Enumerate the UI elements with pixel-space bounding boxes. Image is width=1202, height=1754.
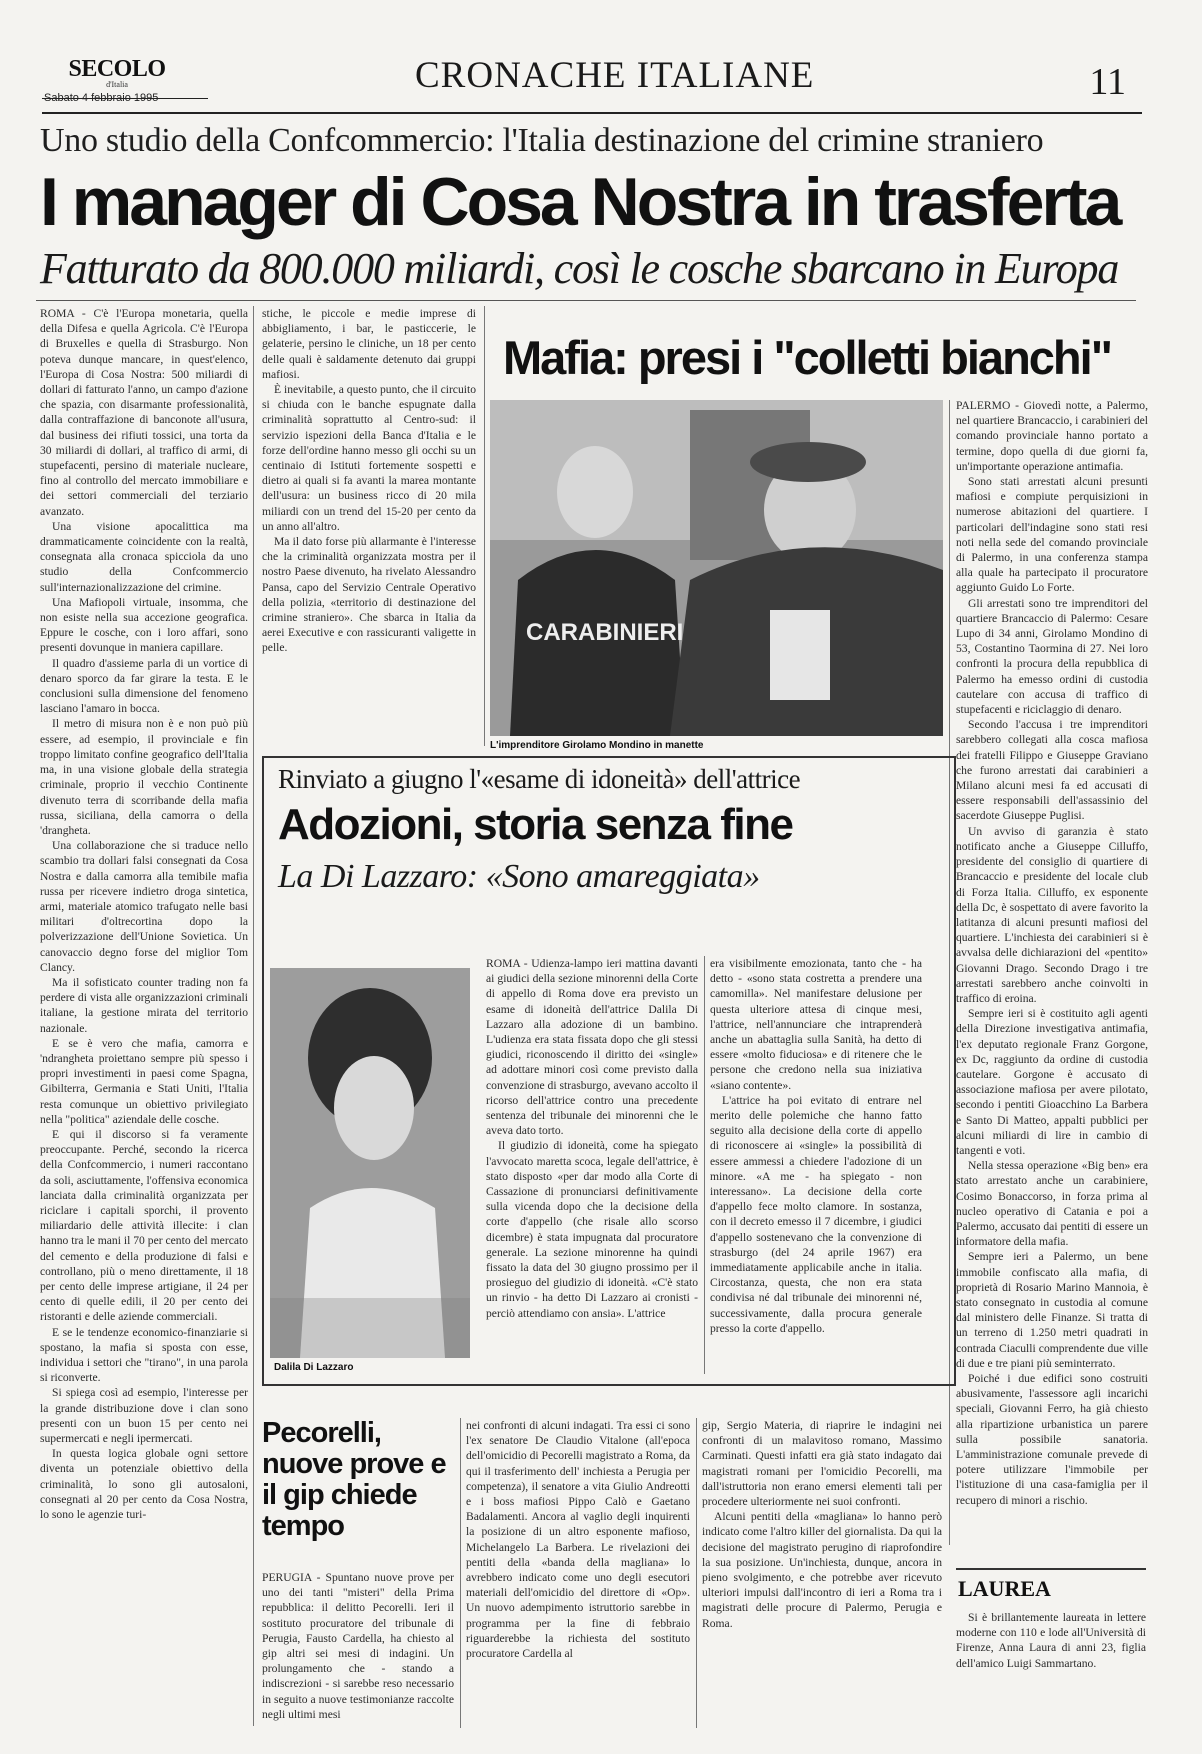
pecorelli-paragraph: Alcuni pentiti della «magliana» lo hanno però indicato come l'altro killer del giornalista. Da qui la decisione del magistrato perugino di riaprofondire la sua posizione. Un'inchiesta, dunque, ancora in pieno svolgimento, e che potrebbe aver ricevuto ulteriori impulsi dall'incontro di ieri a Roma tra i magistrati delle procure di Palermo, Perugia e Roma. (702, 1510, 942, 1630)
mafia-paragraph: Nella stessa operazione «Big ben» era stato arrestato anche un carabiniere, Cosimo Bonaccorso, in forza prima al nucleo operativo di Catania e poi a Palermo, accusato dai pentiti di essere un informatore della mafia. (956, 1159, 1148, 1249)
pecorelli-paragraph: PERUGIA - Spuntano nuove prove per uno dei tanti "misteri" della Prima repubblica: il delitto Pecorelli. Ieri il sostituto procuratore del tribunale di Perugia, Fausto Cardella, ha chiesto al gip altri sei mesi di indagini. Un prolungamento che - stando a indiscrezioni - si sarebbe reso necessario in seguito a nuove testimonianze raccolte negli ultimi mesi (262, 1571, 454, 1721)
mafia-paragraph: Gli arrestati sono tre imprenditori del quartiere Brancaccio di Palermo: Cesare Lupo di 34 anni, Girolamo Mondino di 53, Costantino Taormina di 27. Nei loro confronti la procura della repubblica di Palermo ha emesso ordini di custodia cautelare con accusa di traffico di stupefacenti e riciclaggio di denaro. (956, 596, 1148, 717)
adozioni-column-1 (486, 956, 698, 1374)
issue-date: Sabato 4 febbraio 1995 (44, 92, 159, 104)
svg-text:CARABINIERI: CARABINIERI (526, 619, 684, 646)
masthead-rule (42, 112, 1142, 114)
adozioni-paragraph: Il giudizio di idoneità, come ha spiegato l'avvocato maretta scoca, legale dell'attrice, è stato disposto «per dar modo alla Corte di Cassazione di pronunciarsi definitivamente sulla vicenda dopo che la decisione della corte d'appello (che risale allo scorso dicembre) è stata impugnata dal procuratore generale. La sezione minorenne ha quindi fissato la data del 30 giugno prossimo per il prosieguo del giudizio di idoneità. «C'è stato un rinvio - ha detto Di Lazzaro ai cronisti - perciò attendiamo con ansia». L'attrice (486, 1139, 698, 1320)
adozioni-deck: La Di Lazzaro: «Sono amareggiata» (278, 858, 760, 895)
lead-column-2 (262, 306, 476, 746)
pecorelli-column-1 (262, 1570, 454, 1728)
lead-kicker: Uno studio della Confcommercio: l'Italia destinazione del crimine straniero (40, 122, 1044, 159)
mafia-paragraph: Sono stati arrestati alcuni presunti mafiosi e compiute perquisizioni in numerose abitazioni del quartiere. I particolari dell'indagine sono stati resi noti nella sede del comando provinciale di Palermo, in una conferenza stampa alla quale ha partecipato il procuratore aggiunto Guido Lo Forte. (956, 475, 1148, 595)
pecorelli-headline: Pecorelli, nuove prove e il gip chiede tempo (262, 1417, 446, 1542)
mafia-paragraph: Secondo l'accusa i tre imprenditori sarebbero collegati alla cosca mafiosa dei fratelli Filippo e Giuseppe Graviano che furono arrestati dai carabinieri a Milano alcuni mesi fa ed accusati di essere responsabili dell'assassinio del sacerdote Giuseppe Puglisi. (956, 718, 1148, 823)
lead-paragraph: Il metro di misura non è e non può più essere, ad esempio, il provinciale e fin troppo limitato confine geografico dell'Italia ma, in una visione globale della strategia criminale, proprio il vecchio Continente divenuto terra di scorribande della mafia russa, siciliana, della camorra o della 'drangheta. (40, 717, 248, 837)
column-divider (253, 306, 254, 1726)
mafia-paragraph: Poiché i due edifici sono costruiti abusivamente, l'assessore agli incarichi speciali, Giovanni Ferro, ha già chiesto alla ripartizione urbanistica un parere sulla possibile sanatoria. L'amministrazione comunale prevede di potere utilizzare l'immobile per l'istituzione di una casa-famiglia per il recupero di minori a rischio. (956, 1372, 1148, 1507)
lead-paragraph: È inevitabile, a questo punto, che il circuito si chiuda con le banche espugnate dalla criminalità soprattutto al Centro-sud: il servizio ispezioni della Banca d'Italia e le forze dell'ordine hanno messo gli occhi su un centinaio di Istituti fortemente sospetti e dietro ai quali si fa avanti la marea montante dell'usura: un business ricco di 20 mila miliardi con un trend del 15-20 per cento da un anno all'altro. (262, 383, 476, 533)
page-number: 11 (1089, 61, 1126, 103)
column-divider (460, 1418, 461, 1728)
lead-paragraph: Il quadro d'assieme parla di un vortice di denaro sporco da far girare la testa. E le conclusioni sulla dimensione del fenomeno lasciano l'amaro in bocca. (40, 656, 248, 716)
mafia-paragraph: PALERMO - Giovedì notte, a Palermo, nel quartiere Brancaccio, i carabinieri del comando provinciale hanno portato a termine, dopo quella di due giorni fa, un'importante operazione antimafia. (956, 399, 1148, 473)
adozioni-paragraph: ROMA - Udienza-lampo ieri mattina davanti ai giudici della sezione minorenni della Corte di appello di Roma dove era previsto un esame di idoneità dell'attrice Dalila Di Lazzaro alla adozione di un bambino. L'udienza era stata fissata dopo che gli stessi giudici, riconoscendo il diritto dei «single» ad adottare minori così come previsto dalla convenzione di strasburgo, avevano accolto il ricorso dell'attrice contro una precedente sentenza del tribunale dei minorenni che le aveva dato torto. (486, 957, 698, 1138)
lead-paragraph: Una Mafiopoli virtuale, insomma, che non esiste nella sua accezione geografica. Eppure le cosche, con i loro affari, sono presenti dovunque in maniera capillare. (40, 595, 248, 655)
adozioni-paragraph: era visibilmente emozionata, tanto che - ha detto - «sono stata costretta a prendere una camomilla». Nel manifestare delusione per questa ulteriore attesa di cinque mesi, l'attrice, nell'annunciare che intraprenderà anche un abattaglia sulla Sanità, ha detto di essere «molto fiduciosa» e di ritenere che le persone che credono nella sua iniziativa «siano contente». (710, 957, 922, 1092)
mafia-paragraph: Sempre ieri si è costituito agli agenti della Direzione investigativa antimafia, l'ex deputato regionale Franz Gorgone, ex Dc, raggiunto da ordine di custodia cautelare. Gorgone è accusato di associazione mafiosa per avere pilotato, secondo i pentiti Gioacchino La Barbera e Santo Di Matteo, appalti pubblici per alcuni miliardi di lire in cambio di tangenti e voti. (956, 1007, 1148, 1157)
laurea-rule (956, 1568, 1146, 1570)
mafia-paragraph: Sempre ieri a Palermo, un bene immobile confiscato alla mafia, di proprietà di Rosario Marino Mannoia, è stato consegnato in custodia al comune dal ministero delle Finanze. Si tratta di un terreno di 1.250 metri quadrati in contrada Ciaculli comprendente due ville di due e tre piani più seminterrato. (956, 1250, 1148, 1370)
lead-deck: Fatturato da 800.000 miliardi, così le cosche sbarcano in Europa (40, 244, 1119, 293)
section-title: CRONACHE ITALIANE (415, 55, 815, 96)
lead-paragraph: Ma il sofisticato counter trading non fa perdere di vista alle organizzazioni criminali italiane, la gestione mirata del territorio nazionale. (40, 975, 248, 1035)
lead-paragraph: In questa logica globale ogni settore diventa un potenziale obiettivo della criminalità, lo sono gli autosaloni, consegnati al 20 per cento da Cosa Nostra, lo sono le agenzie turi- (40, 1447, 248, 1522)
logo-text: SECOLO (68, 56, 166, 82)
pecorelli-paragraph: nei confronti di alcuni indagati. Tra essi ci sono l'ex senatore De Claudio Vitalone (all'epoca dell'omicidio di Pecorelli magistrato a Roma, da qui il trasferimento dell' inchiesta a Perugia per competenza), il senatore a vita Giulio Andreotti e i boss mafiosi Pippo Calò e Gaetano Badalamenti. Ancora al vaglio degli inquirenti la posizione di un altro esponente mafioso, Michelangelo La Barbera. Le rivelazioni dei pentiti della «banda della magliana» lo avrebbero indicato come uno degli esecutori materiali dell'omicidio del direttore di «Op». Un nuovo adempimento istruttorio sarebbe in programma per la fine di febbraio riguarderebbe la richiesta del sostituto procuratore Cardella al (466, 1419, 690, 1661)
mafia-column (956, 398, 1148, 1540)
newspaper-logo (42, 56, 192, 89)
column-divider (484, 306, 485, 746)
laurea-paragraph: Si è brillantemente laureata in lettere moderne con 110 e lode all'Università di Firenze, Anna Laura di anni 23, figlia dell'amico Luigi Sammartano. (956, 1611, 1146, 1670)
column-divider (696, 1418, 697, 1728)
lead-paragraph: ROMA - C'è l'Europa monetaria, quella della Difesa e quella Agricola. C'è l'Europa di Bruxelles e quella di Strasburgo. Non poteva dunque mancare, in quest'elenco, l'Europa di Cosa Nostra: 500 miliardi di dollari di fatturato l'anno, un campo d'azione che spazia, con disarmante professionalità, dalla contraffazione di banconote all'usura, dal business dei rifiuti tossici, una torta da 30 miliardi di dollari, al traffico di armi, di stupefacenti, persino di materiale nucleare, fino al controllo del mercato immobiliare e dei settori commerciali del terziario avanzato. (40, 307, 248, 518)
masthead (42, 50, 1142, 120)
lead-headline: I manager di Cosa Nostra in trasferta (40, 164, 1120, 240)
lead-paragraph: Ma il dato forse più allarmante è l'interesse che la criminalità organizzata mostra per il nostro Paese divenuto, ha rivelato Alessandro Pansa, capo del Servizio Centrale Operativo della polizia, «territorio di destinazione del crimine straniero». Che sbarca in Italia da aerei Executive e con rassicuranti valigette in pelle. (262, 535, 476, 655)
mafia-paragraph: Un avviso di garanzia è stato notificato anche a Giuseppe Cilluffo, presidente del consiglio di quartiere di Brancaccio e presidente del locale club di Forza Italia. Cilluffo, ex esponente della Dc, è sospettato di avere favorito la latitanza di alcuni presunti mafiosi del quartiere. L'inchiesta dei carabinieri si è avvalsa delle dichiarazioni del «pentito» Giovanni Drago. Secondo Drago i tre arrestati sarebbero anche coinvolti in traffico di eroina. (956, 824, 1148, 1005)
column-divider (704, 956, 705, 1374)
adozioni-box (262, 756, 956, 1386)
newspaper-page (36, 50, 1148, 1730)
adozioni-paragraph: L'attrice ha poi evitato di entrare nel merito delle polemiche che hanno fatto seguito alla decisione della corte di appello di riconoscere ai «single» la possibilità di essere ammessi a chiedere l'adozione di un minore. «A me - ha spiegato - non interessano». La decisione della corte d'appello fece molto clamore. In sostanza, con il decreto emesso il 7 dicembre, i giudici d'appello sostenevano che la convenzione di strasburgo (del 24 aprile 1967) era immediatamente applicabile anche in italia. Circostanza, questa, che non era stata condivisa né dal tribunale dei minorenni né, successivamente, dalla procura generale presso la corte d'appello. (710, 1093, 922, 1335)
lead-paragraph: Una collaborazione che si traduce nello scambio tra dollari falsi consegnati da Cosa Nostra e dalla camorra alla temibile mafia russa per ricevere indietro droga sintetica, armi, materiale atomico trafugato nelle basi militari d'oltrecortina dopo la polverizzazione dell'Unione Sovietica. Un canovaccio degno forse del miglior Tom Clancy. (40, 839, 248, 974)
adozioni-column-2 (710, 956, 922, 1374)
pecorelli-column-2 (466, 1418, 690, 1728)
adozioni-photo (270, 968, 470, 1358)
lead-paragraph: E se le tendenze economico-finanziarie si spostano, la mafia si sposta con esse, individua i settori che "tirano", in una parola si riconverte. (40, 1325, 248, 1385)
adozioni-photo-caption: Dalila Di Lazzaro (274, 1362, 354, 1373)
laurea-column (956, 1610, 1146, 1726)
logo-subtext: d'Italia (106, 80, 128, 89)
lead-paragraph: Una visione apocalittica ma drammaticamente coincidente con la realtà, consegnata alla cronaca spicciola da uno studio della Confcommercio sull'internazionalizzazione del crimine. (40, 519, 248, 594)
lead-paragraph: Si spiega così ad esempio, l'interesse per la grande distribuzione dove i clan sono presenti con un buon 15 per cento nei supermercati e negli ipermercati. (40, 1386, 248, 1446)
mafia-photo (490, 400, 943, 736)
pecorelli-column-3 (702, 1418, 942, 1728)
laurea-headline: LAUREA (958, 1576, 1051, 1601)
lead-paragraph: E se è vero che mafia, camorra e 'ndrangheta proiettano sempre più spesso i propri investimenti in paesi come Spagna, Gibilterra, Germania e Stati Uniti, l'Italia resta comunque un obiettivo privilegiato nella "politica" aziendale delle cosche. (40, 1036, 248, 1126)
actress-photo-illustration (270, 968, 470, 1358)
adozioni-kicker: Rinviato a giugno l'«esame di idoneità» dell'attrice (278, 764, 801, 794)
lead-paragraph: stiche, le piccole e medie imprese di abbigliamento, i bar, le pasticcerie, le gelaterie, persino le cliniche, un 18 per cento delle quali è saldamente detenuto dai gruppi mafiosi. (262, 307, 476, 381)
headline-rule (36, 300, 1136, 301)
lead-column-1 (40, 306, 248, 1726)
adozioni-headline: Adozioni, storia senza fine (278, 800, 793, 849)
mafia-photo-caption: L'imprenditore Girolamo Mondino in manette (490, 740, 704, 751)
pecorelli-paragraph: gip, Sergio Materia, di riaprire le indagini nei confronti di un malavitoso romano, Massimo Carminati. Questi infatti era già stato indagato dai magistrati romani per l'omicidio Pecorelli, ma dall'istruttoria non erano emersi elementi tali per procedere ulteriormente nei suoi confronti. (702, 1419, 942, 1509)
mafia-headline: Mafia: presi i "colletti bianchi" (503, 331, 1111, 384)
lead-paragraph: E qui il discorso si fa veramente preoccupante. Perché, secondo la ricerca della Confcommercio, i numeri raccontano da soli, asciuttamente, l'offensiva economica lanciata dalla criminalità organizzata per riciclare i capitali sporchi, il provento miliardario delle attività illecite: i clan hanno tra le mani il 70 per cento del mercato del cemento e della produzione di falsi e controllano, più o meno direttamente, il 18 per cento delle imprese artigiane, il 24 per cento di quelle edili, il 20 per cento dei ristoranti e delle aziende commerciali. (40, 1127, 248, 1324)
arrest-photo-illustration (490, 400, 943, 736)
